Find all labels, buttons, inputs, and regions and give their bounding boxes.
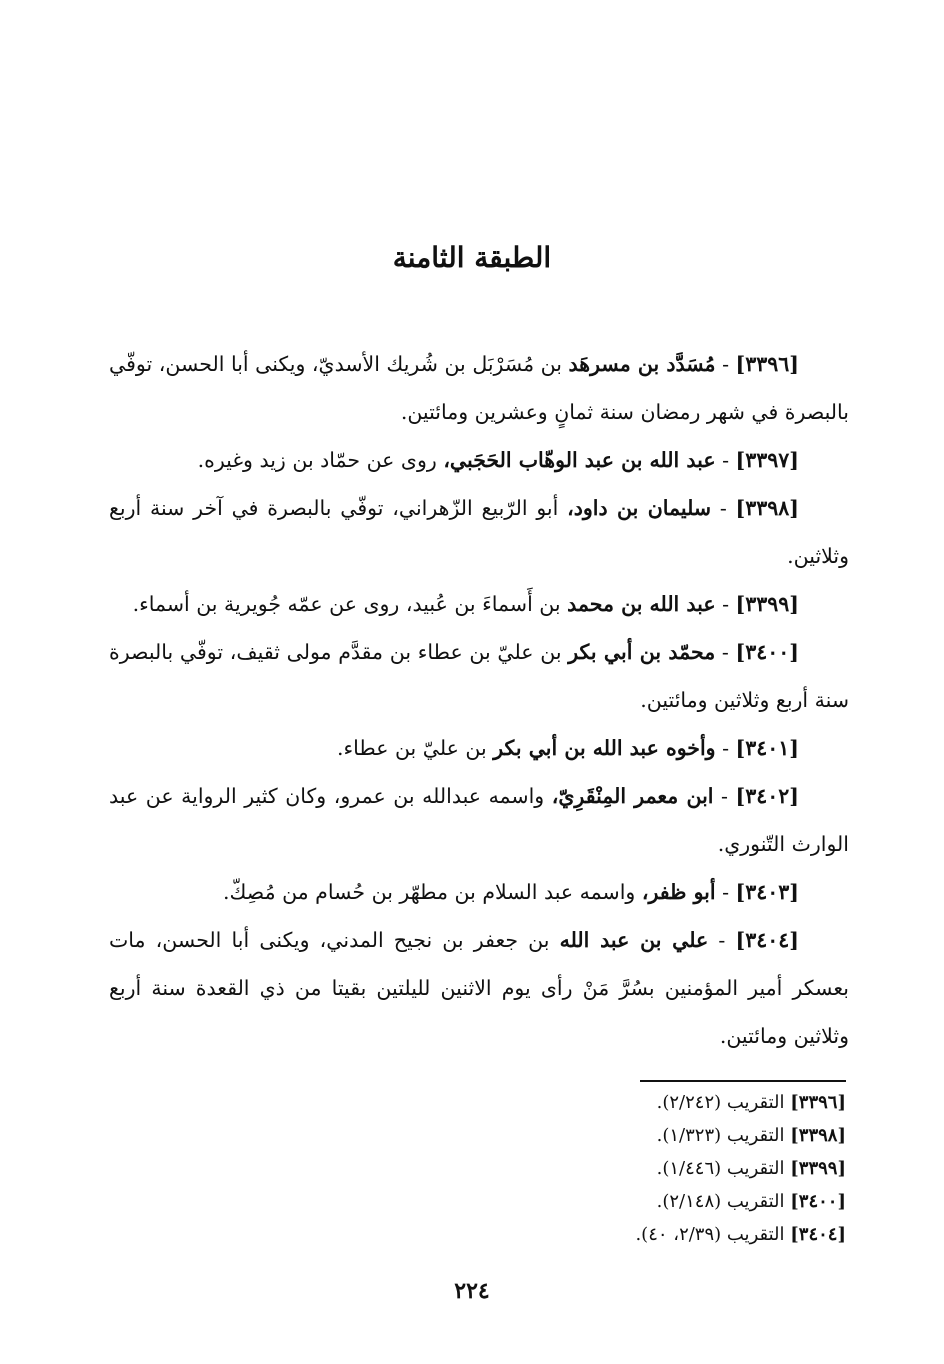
footnote-3399 bbox=[486, 1152, 846, 1185]
footnote-number: [٣٤٠٠] bbox=[790, 1191, 846, 1212]
footnote-text: التقريب (١/٣٢٣). bbox=[656, 1125, 785, 1146]
footnote-3400 bbox=[486, 1185, 846, 1218]
entry-number: [٣٣٩٧] bbox=[735, 448, 799, 472]
footnote-number: [٣٣٩٦] bbox=[790, 1092, 846, 1113]
entry-name: ابن معمر المِنْقَرِيّ، bbox=[551, 784, 714, 808]
entry-text: بن جعفر بن نجيح المدني، ويكنى أبا الحسن، مات بعسكر أمير المؤمنين بسُرَّ مَنْ رأى يوم الاثنين لليلتين بقيتا من ذي القعدة سنة أربع وثلاثين ومائتين. bbox=[109, 928, 849, 1048]
entry-name: مُسَدَّد بن مسرهَد bbox=[568, 352, 716, 376]
entry-text: أبو الرّبيع الزّهراني، توفّي بالبصرة في آخر سنة أربع وثلاثين. bbox=[109, 496, 849, 568]
entry-3404: [٣٤٠٤] - علي بن عبد الله بن جعفر بن نجيح المدني، ويكنى أبا الحسن، مات بعسكر أمير المؤمنين بسُرَّ مَنْ رأى يوم الاثنين لليلتين بقيتا من ذي القعدة سنة أربع وثلاثين ومائتين. bbox=[109, 928, 849, 1048]
page-number: ٢٢٤ bbox=[454, 1278, 490, 1304]
entry-name: أبو ظفر، bbox=[641, 880, 716, 904]
entry-name: سليمان بن داود، bbox=[567, 496, 712, 520]
footnotes-list bbox=[486, 1086, 846, 1251]
entry-number: [٣٤٠٠] bbox=[735, 640, 799, 664]
footnote-3396 bbox=[486, 1086, 846, 1119]
entries-list bbox=[109, 340, 849, 1060]
footnote-text: التقريب (٢/٢٤٢). bbox=[656, 1092, 785, 1113]
footnote-number: [٣٣٩٩] bbox=[790, 1158, 846, 1179]
entry-number: [٣٤٠٣] bbox=[735, 880, 799, 904]
entry-number: [٣٣٩٨] bbox=[735, 496, 799, 520]
footnote-number: [٣٤٠٤] bbox=[790, 1224, 846, 1245]
entry-number: [٣٤٠٤] bbox=[735, 928, 799, 952]
footnote-divider bbox=[640, 1080, 846, 1082]
entry-text: بن عليّ بن عطاء. bbox=[336, 736, 487, 760]
entry-number: [٣٤٠٢] bbox=[735, 784, 799, 808]
entry-name: علي بن عبد الله bbox=[559, 928, 709, 952]
entry-text: واسمه عبد السلام بن مطهّر بن حُسام من مُصِكّ. bbox=[223, 880, 636, 904]
footnote-text: التقريب (٢/١٤٨). bbox=[656, 1191, 785, 1212]
section-title: الطبقة الثامنة bbox=[392, 240, 552, 274]
entry-text: واسمه عبدالله بن عمرو، وكان كثير الرواية عن عبد الوارث التّنوري. bbox=[109, 784, 849, 856]
entry-3396: [٣٣٩٦] - مُسَدَّد بن مسرهَد بن مُسَرْبَل بن شُريك الأسديّ، ويكنى أبا الحسن، توفّي بالبصرة في شهر رمضان سنة ثمانٍ وعشرين ومائتين. bbox=[109, 352, 849, 424]
entry-text: روى عن حمّاد بن زيد وغيره. bbox=[197, 448, 437, 472]
entry-3403: [٣٤٠٣] - أبو ظفر، واسمه عبد السلام بن مطهّر بن حُسام من مُصِكّ. bbox=[223, 880, 799, 904]
footnote-3398 bbox=[486, 1119, 846, 1152]
entry-number: [٣٤٠١] bbox=[735, 736, 799, 760]
entry-text: بن مُسَرْبَل بن شُريك الأسديّ، ويكنى أبا الحسن، توفّي بالبصرة في شهر رمضان سنة ثمانٍ وعشرين ومائتين. bbox=[109, 352, 849, 424]
entry-3397: [٣٣٩٧] - عبد الله بن عبد الوهّاب الحَجَبي، روى عن حمّاد بن زيد وغيره. bbox=[197, 448, 799, 472]
footnote-text: التقريب (١/٤٤٦). bbox=[656, 1158, 785, 1179]
entry-name: محمّد بن أبي بكر bbox=[568, 640, 716, 664]
entry-3399: [٣٣٩٩] - عبد الله بن محمد بن أَسماءَ بن عُبيد، روى عن عمّه جُويرية بن أسماء. bbox=[132, 592, 799, 616]
footnote-text: التقريب (٢/٣٩، ٤٠). bbox=[635, 1224, 785, 1245]
entry-3398: [٣٣٩٨] - سليمان بن داود، أبو الرّبيع الزّهراني، توفّي بالبصرة في آخر سنة أربع وثلاثين. bbox=[109, 496, 849, 568]
footnote-number: [٣٣٩٨] bbox=[790, 1125, 846, 1146]
entry-name: وأخوه عبد الله بن أبي بكر bbox=[493, 736, 716, 760]
footnote-3404 bbox=[486, 1218, 846, 1251]
entry-name: عبد الله بن محمد bbox=[567, 592, 716, 616]
entry-name: عبد الله بن عبد الوهّاب الحَجَبي، bbox=[443, 448, 716, 472]
entry-3402: [٣٤٠٢] - ابن معمر المِنْقَرِيّ، واسمه عبدالله بن عمرو، وكان كثير الرواية عن عبد الوارث التّنوري. bbox=[109, 784, 849, 856]
entry-text: بن أَسماءَ بن عُبيد، روى عن عمّه جُويرية بن أسماء. bbox=[132, 592, 561, 616]
entry-3401: [٣٤٠١] - وأخوه عبد الله بن أبي بكر بن عليّ بن عطاء. bbox=[336, 736, 799, 760]
entry-number: [٣٣٩٦] bbox=[735, 352, 799, 376]
entry-number: [٣٣٩٩] bbox=[735, 592, 799, 616]
entry-3400: [٣٤٠٠] - محمّد بن أبي بكر بن عليّ بن عطاء بن مقدَّم مولى ثقيف، توفّي بالبصرة سنة أربع وثلاثين ومائتين. bbox=[109, 640, 849, 712]
entry-text: بن عليّ بن عطاء بن مقدَّم مولى ثقيف، توفّي بالبصرة سنة أربع وثلاثين ومائتين. bbox=[109, 640, 849, 712]
